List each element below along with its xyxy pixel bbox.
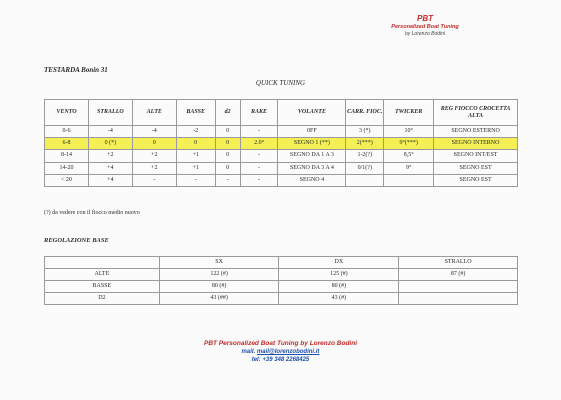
table-cell: 125 (#) [279, 269, 399, 281]
table-row [45, 293, 518, 305]
header-cell: STRALLO [88, 100, 132, 126]
table-cell: SEGNO ESTERNO [434, 126, 518, 138]
table-cell: 0FF [278, 126, 346, 138]
table-cell: 0 [215, 126, 240, 138]
table-cell: 0 [176, 138, 215, 150]
table-cell: 0 [215, 162, 240, 174]
table-cell: 43 (##) [159, 293, 279, 305]
logo-author: by Lorenzo Bodini [404, 31, 446, 37]
table-cell: +1 [176, 150, 215, 162]
table-cell: 14-20 [45, 162, 89, 174]
table-cell: 80 (#) [159, 281, 279, 293]
table-cell: 87 (#) [399, 269, 518, 281]
table-cell: 8-14 [45, 150, 89, 162]
table-cell: SEGNO INT/EST [434, 150, 518, 162]
table-cell: SEGNO DA 1 A 3 [278, 150, 346, 162]
table-cell: 0-6 [45, 126, 89, 138]
table-cell: SEGNO 1 (**) [278, 138, 346, 150]
table-cell: 1-2(?) [346, 150, 384, 162]
table-cell: SEGNO DA 3 A 4 [278, 162, 346, 174]
header-cell: REG FIOCCO CROCETTA ALTA [434, 100, 518, 126]
header-cell: d2 [215, 100, 240, 126]
tuning-header-row [45, 100, 518, 126]
quick-tuning-title: QUICK TUNING [255, 79, 306, 87]
table-cell: SEGNO 4 [278, 174, 346, 186]
table-cell: 10° [384, 126, 434, 138]
highlighted-table-row [45, 138, 518, 150]
table-cell: 0 (*) [88, 138, 132, 150]
table-cell: D2 [45, 293, 160, 305]
table-cell: ALTE [45, 269, 160, 281]
table-cell: SEGNO INTERNO [434, 138, 518, 150]
table-cell: 0/1(?) [346, 162, 384, 174]
header-cell: RAKE [240, 100, 278, 126]
table-cell: -2 [176, 126, 215, 138]
header-cell: VOLANTE [278, 100, 346, 126]
footer-phone: tel: +39 348 2268425 [251, 357, 310, 363]
table-row [45, 269, 518, 281]
table-cell: +4 [88, 174, 132, 186]
header-cell: CARR. FIOC. [346, 100, 384, 126]
table-cell: 8,5° [384, 150, 434, 162]
header-cell: SX [159, 257, 279, 269]
table-row [45, 162, 518, 174]
table-cell: 0 [215, 138, 240, 150]
footer-mail-line [0, 349, 561, 355]
table-cell: 80 (#) [279, 281, 399, 293]
table-cell: 43 (#) [279, 293, 399, 305]
footnote: (?) da vedere con il fiocco medio nuovo [44, 210, 140, 216]
table-cell: - [240, 162, 278, 174]
table-cell: -4 [88, 126, 132, 138]
logo-tagline: Personalized Boat Tuning [391, 24, 459, 30]
mail-link[interactable]: mail@lorenzobodini.it [256, 349, 320, 355]
table-cell: - [215, 174, 240, 186]
table-cell: 122 (#) [159, 269, 279, 281]
table-cell: 3 (*) [346, 126, 384, 138]
base-header-row [45, 257, 518, 269]
header-cell [45, 257, 160, 269]
quick-tuning-table [44, 99, 518, 187]
table-cell: - [240, 174, 278, 186]
table-cell: - [240, 126, 278, 138]
table-cell [346, 174, 384, 186]
table-cell: 9° [384, 162, 434, 174]
footer-title: PBT Personalized Boat Tuning by Lorenzo Bodini [204, 340, 357, 347]
table-cell: 0 [215, 150, 240, 162]
table-cell: +1 [176, 162, 215, 174]
mail-label: mail. [241, 349, 256, 355]
table-cell [399, 281, 518, 293]
regolazione-base-title: REGOLAZIONE BASE [44, 237, 109, 244]
table-cell: +4 [88, 162, 132, 174]
table-cell: BASSE [45, 281, 160, 293]
table-row [45, 126, 518, 138]
header-cell: BASSE [176, 100, 215, 126]
table-cell: 2.0° [240, 138, 278, 150]
table-cell: 0 [132, 138, 176, 150]
footer [0, 340, 561, 363]
table-cell [399, 293, 518, 305]
table-cell: +2 [132, 150, 176, 162]
regolazione-base-table [44, 256, 518, 305]
table-cell: < 20 [45, 174, 89, 186]
table-cell: - [176, 174, 215, 186]
table-cell: +2 [132, 162, 176, 174]
table-cell: 2(***) [346, 138, 384, 150]
table-cell: SEGNO EST [434, 174, 518, 186]
boat-name: TESTARDA Bonin 31 [44, 66, 108, 74]
header-cell: VENTO [45, 100, 89, 126]
logo-brand: PBT [417, 14, 433, 23]
header-cell: DX [279, 257, 399, 269]
table-row [45, 150, 518, 162]
table-cell [384, 174, 434, 186]
table-row [45, 174, 518, 186]
header-cell: TWICKER [384, 100, 434, 126]
table-cell: -4 [132, 126, 176, 138]
pbt-logo [355, 14, 495, 37]
table-row [45, 281, 518, 293]
table-cell: - [132, 174, 176, 186]
header-cell: STRALLO [399, 257, 518, 269]
table-cell: 6-8 [45, 138, 89, 150]
table-cell: 9°(***) [384, 138, 434, 150]
header-cell: ALTE [132, 100, 176, 126]
table-cell: - [240, 150, 278, 162]
table-cell: SEGNO EST [434, 162, 518, 174]
table-cell: +2 [88, 150, 132, 162]
